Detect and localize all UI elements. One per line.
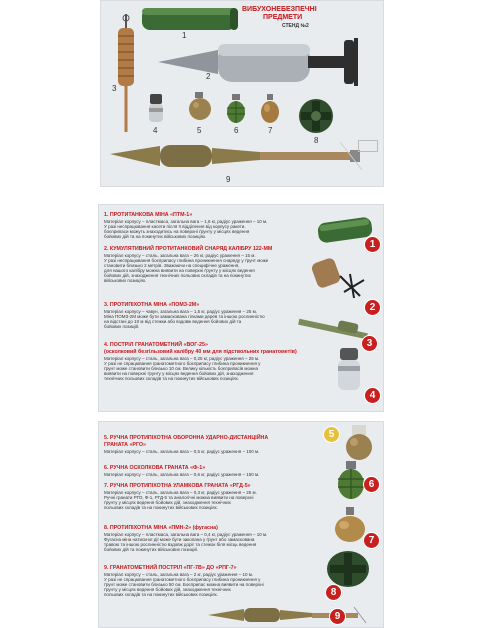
stand-title-line2: ПРЕДМЕТИ [263,14,303,21]
item-text-7-line4: польових складів та на покинутих військових позиціях. [104,505,219,510]
item-number-8: 8 [314,136,319,145]
info-panel-5-9 [98,421,384,628]
item-number-5: 5 [197,126,202,135]
badge-7: 7 [364,533,379,548]
stand-title-line1: ВИБУХОНЕБЕЗПЕЧНІ [242,6,317,13]
item-number-2: 2 [206,72,211,81]
item-text-7-line3: ґрунту у місцях ведення бойових дій, знаходження технічних [104,500,231,505]
display-support-bracket [358,140,378,152]
item-text-3-line3: на відстані до 10 м від стежки або вздовж ведення бойових дій та [104,319,242,324]
shell-122mm-icon [158,38,380,90]
item-heading-5-line2: ГРАНАТА «РГО» [104,442,146,448]
rgd-5-grenade-photo [332,507,368,543]
f-1-grenade-icon [226,94,246,124]
item-text-9-line2: У разі не спрацювання гранатометного боєприпасу глибина проникнення у [104,577,261,582]
item-text-4-line2: Матеріал корпусу – сталь, загальна вага – 0,25 кг, радіус ураження – 25 м. [104,356,260,361]
item-text-1-line4: бойових дій та на покинутих військових позиціях. [104,234,207,239]
item-heading-1: 1. ПРОТИТАНКОВА МІНА «ПТМ-1» [104,212,193,218]
item-text-5-line1: Матеріал корпусу – сталь, загальна вага – 0,5 кг, радіус ураження – 100 м. [104,449,260,454]
item-heading-6: 6. РУЧНА ОСКОЛКОВА ГРАНАТА «Ф-1» [104,465,206,471]
item-text-3-line4: бойових позицій. [104,324,140,329]
item-text-9-line4: ґрунту у місцях ведення бойових дій, знаходження технічних [104,587,231,592]
item-number-3: 3 [112,84,117,93]
vog-25-grenade-icon [148,94,164,124]
item-text-8-line2: Фугасна міна натискної дії може бути закопана у ґрунт або замаскована [104,537,255,542]
badge-6: 6 [364,477,379,492]
item-number-7: 7 [268,126,273,135]
item-text-1-line1: Матеріал корпусу – пластмаса, загальна вага – 1,6 кг, радіус ураження – 10 м. [104,219,268,224]
rgd-5-grenade-icon [260,94,280,124]
item-heading-9: 9. ГРАНАТОМЕТНИЙ ПОСТРІЛ «ПГ-7В» ДО «РПГ-7» [104,565,237,571]
badge-9: 9 [330,609,345,624]
item-heading-8: 8. ПРОТИПІХОТНА МІНА «ПМН-2» (фугасна) [104,525,218,531]
item-text-4-line6: технічних польових складів та на покинутих військових позиціях. [104,376,240,381]
stand-panel [100,0,384,187]
item-text-8-line3: травою та іншою рослинністю вздовж доріг та стежок біля місць ведення [104,542,257,547]
pmn-2-mine-icon [298,98,334,134]
item-number-6: 6 [234,126,239,135]
item-text-8-line1: Матеріал корпусу – пластмаса, загальна вага – 0,4 кг, радіус ураження – 10 м. [104,532,268,537]
pomz-2m-mine-photo [298,316,370,346]
f-1-grenade-photo [336,461,366,499]
item-text-7-line2: Ручні гранати РГО, Ф-1, РГД-5 та аналогічні можна виявити на поверхні [104,495,254,500]
item-heading-2: 2. КУМУЛЯТИВНИЙ ПРОТИТАНКОВИЙ СНАРЯД КАЛІБРУ 122-ММ [104,246,273,252]
item-text-2-line1: Матеріал корпусу – сталь, загальна вага – 26 кг, радіус ураження – 15 м. [104,253,256,258]
item-heading-4: 4. ПОСТРІЛ ГРАНАТОМЕТНИЙ «ВОГ-25» [104,342,208,348]
item-number-9: 9 [226,175,231,184]
badge-3: 3 [362,336,377,351]
pmn-2-mine-photo [326,549,370,589]
shell-122mm-photo [310,256,374,306]
rgo-grenade-photo [342,425,376,461]
item-text-1-line3: боєприпаси можуть знаходитись на поверхні ґрунту у місцях ведення [104,229,250,234]
item-text-2-line4: для нашого калібру можна виявити на поверхні ґрунту у місцях ведення [104,268,255,273]
item-text-2-line6: військових позиціях. [104,278,147,283]
item-text-9-line1: Матеріал корпусу – сталь, загальна вага – 2 кг, радіус ураження – 10 м. [104,572,254,577]
item-text-8-line4: бойових дій та покинутих військових позицій. [104,547,199,552]
item-text-4-line4: ґрунт може становити близько 10 см. Велику кількість боєприпасів можна [104,366,258,371]
badge-5: 5 [324,427,339,442]
item-text-3-line2: Міна ПОМЗ-2М може бути замаскована гілками дерев та іншою рослинністю [104,314,265,319]
item-text-1-line2: У разі неспрацювання касети після її відділення від корпусу ракети, [104,224,246,229]
vog-25-grenade-photo [336,348,362,392]
item-text-9-line3: ґрунт може становити близько 50 см. Боєприпас можна виявити на поверхні [104,582,264,587]
stand-subtitle: СТЕНД №2 [282,23,309,29]
item-heading-3: 3. ПРОТИПІХОТНА МІНА «ПОМЗ-2М» [104,302,200,308]
item-text-6-line1: Матеріал корпусу – сталь, загальна вага – 0,6 кг, радіус ураження – 150 м. [104,472,260,477]
ptm-1-mine-icon [142,6,240,34]
item-text-4-line3: У разі не спрацювання гранатометного боєприпасу глибина проникнення у [104,361,261,366]
item-text-2-line3: становити близько 2 метрів. Зважаючи на специфічне ураження, [104,263,240,268]
item-text-9-line5: польових складів та на покинутих військових позиціях. [104,592,219,597]
pomz-2m-mine-icon [114,14,138,132]
item-text-2-line2: У разі неспрацювання боєприпасу глибина проникнення снаряду у ґрунт може [104,258,269,263]
item-number-1: 1 [182,31,187,40]
item-text-3-line1: Матеріал корпусу – чавун, загальна вага – 1,5 кг, радіус ураження – 25 м. [104,309,257,314]
badge-1: 1 [365,237,380,252]
item-heading-7: 7. РУЧНА ПРОТИПІХОТНА УЛАМКОВА ГРАНАТА «РГД-5» [104,483,251,489]
item-text-2-line5: бойових дій, знаходження технічних польових складів та на покинутих [104,273,251,278]
item-text-7-line1: Матеріал корпусу – сталь, загальна вага – 0,3 кг, радіус ураження – 25 м. [104,490,257,495]
info-panel-1-4 [98,204,384,412]
badge-8: 8 [326,585,341,600]
item-heading-5: 5. РУЧНА ПРОТИПІХОТНА ОБОРОННА УДАРНО-ДИСТАНЦІЙНА [104,435,269,441]
badge-2: 2 [365,300,380,315]
pg-7v-rocket-icon [110,140,378,180]
item-number-4: 4 [153,126,158,135]
badge-4: 4 [365,388,380,403]
item-text-4-line1: (осколковий безгільзовий калібру 40 мм для підствольних гранатометів) [104,349,297,355]
item-text-4-line5: виявити на поверхні ґрунту у місцях ведення бойових дій, знаходження [104,371,254,376]
rgo-grenade-icon [188,92,212,122]
